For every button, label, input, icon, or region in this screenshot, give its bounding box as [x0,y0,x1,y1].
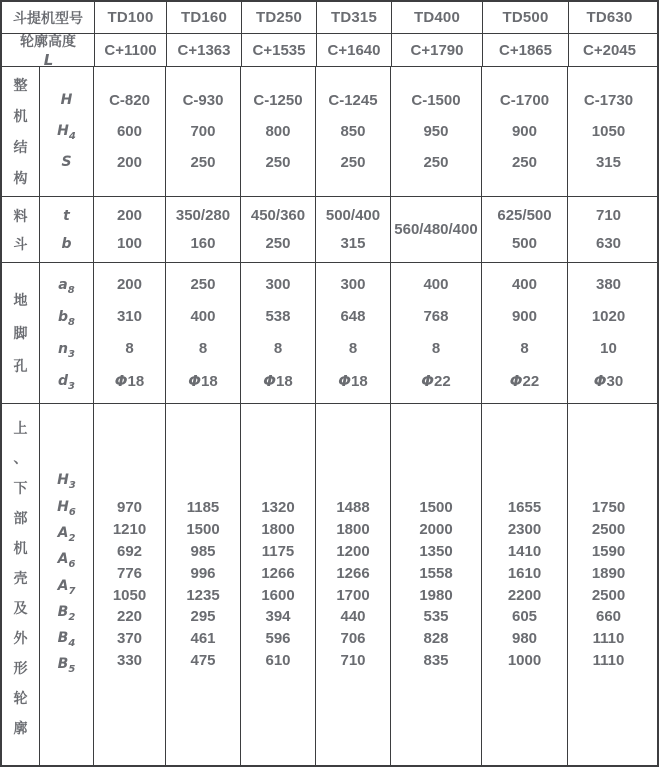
value-stack [261,497,294,671]
value-line: 1655 [507,499,542,517]
value-cell [241,404,316,765]
param-label [61,85,73,116]
param-base: A [57,551,69,568]
param-label [57,116,76,147]
param-base: b [61,235,72,252]
param-base: H [57,498,69,515]
value-line: 394 [265,608,291,626]
value-line: 8 [125,339,134,357]
value-stack [338,269,367,398]
value-line: 330 [116,651,143,669]
value-line: 1500 [186,521,220,539]
value-cell [482,263,568,403]
group-char: 廓 [13,719,28,736]
param-sub: 8 [68,316,75,328]
group-char: 、 [13,449,28,466]
value-line: 400 [423,275,449,293]
group-char: 料 [13,207,28,224]
value-line: 900 [511,123,537,140]
value-line: 8 [348,339,358,357]
value-stack [176,202,230,258]
param-sub: 7 [68,585,76,597]
value-line: 1800 [261,521,295,539]
param-stack-casing [57,467,76,677]
value-stack [186,497,219,671]
value-cell [166,263,241,403]
value-line: 828 [423,630,449,648]
group-char: 整 [13,76,28,93]
value-line: 535 [423,608,449,626]
param-stack-bucket [61,202,71,258]
contour-row [2,34,657,67]
value-cell [241,67,316,196]
param-label [58,625,76,651]
value-line: C-1730 [583,92,634,109]
value-stack [500,85,549,178]
contour-value-cell: C+1535 [242,34,317,66]
value-line: 315 [595,154,621,171]
value-line: 2500 [591,586,626,604]
value-line: Φ18 [114,371,145,390]
param-base: A [57,524,69,541]
value-line: 450/360 [250,206,306,224]
value-line: 1558 [419,564,453,582]
value-line: 980 [511,630,538,648]
value-line: Φ22 [421,371,451,390]
value-line: 440 [340,608,366,626]
model-label-cell: 斗提机型号 [2,2,95,33]
param-label [58,333,75,365]
value-line: 1410 [507,542,542,560]
value-cell [94,67,166,196]
param-sub: 8 [67,284,75,296]
value-line: 1500 [419,499,453,517]
group-char: 地 [13,291,28,308]
group-char: 壳 [13,569,28,586]
value-line: 250 [423,154,449,171]
group-char: 机 [13,539,28,556]
contour-symbol: L [43,51,54,66]
value-cell [316,197,391,262]
value-line: 768 [423,307,449,325]
value-stack [251,202,305,258]
param-sub: 3 [68,480,76,492]
param-sub: 6 [68,559,76,570]
value-cell [482,197,568,262]
value-line: 630 [595,234,622,252]
value-line: 250 [340,154,366,171]
value-stack [510,269,539,398]
param-label [58,546,76,572]
group-cell-casing [2,404,40,765]
group-label-structure [14,70,28,194]
value-line: C-1250 [253,92,303,109]
header-row [2,2,657,34]
value-cell [94,404,166,765]
value-stack [592,269,625,398]
value-line: 1750 [591,499,626,517]
value-line: 1020 [591,307,626,325]
group-cell-bucket [2,197,40,262]
value-line: 1800 [336,521,370,539]
value-line: 1590 [591,542,626,560]
value-cell [482,404,568,765]
value-line: 160 [190,234,216,252]
contour-value-cell: C+1640 [317,34,392,66]
value-line: 475 [190,651,216,669]
merged-value-cell [391,197,482,262]
param-base: a [58,277,68,293]
value-line: 8 [520,339,529,357]
value-stack [497,202,551,258]
value-stack [109,85,150,178]
value-line: Φ18 [263,371,293,390]
param-label [61,147,71,178]
value-stack [421,269,450,398]
value-line: 605 [511,608,538,626]
param-sub: 4 [68,130,76,142]
value-line: 1000 [507,651,542,669]
value-line: 315 [340,234,366,252]
model-cell: TD400 [392,2,483,33]
value-line: C-930 [182,92,224,109]
value-line: 1185 [186,499,220,517]
value-line: 996 [190,564,216,582]
value-line: 380 [595,275,622,293]
value-line: 300 [340,275,366,293]
value-line: 250 [265,234,291,252]
value-cell [316,67,391,196]
value-line: 710 [595,206,622,224]
value-cell [568,67,649,196]
group-char: 轮 [13,689,28,706]
group-char: 外 [13,629,28,646]
value-line: 692 [116,542,143,560]
value-cell [391,67,482,196]
value-line: 776 [116,564,143,582]
group-label-casing [14,413,28,743]
value-stack [508,497,541,671]
group-label-anchor [14,284,28,383]
value-stack [113,497,146,671]
param-sub: 5 [68,664,76,676]
value-line: 800 [265,123,291,140]
value-line: C-1700 [499,92,550,109]
param-label [61,230,71,258]
param-cell-structure [40,67,94,196]
model-cell: TD250 [242,2,317,33]
group-char: 结 [13,138,28,155]
value-cell [94,197,166,262]
value-line: 1266 [261,564,295,582]
param-label [58,651,76,677]
value-stack [411,85,460,178]
value-cell [166,404,241,765]
contour-value-cell: C+1363 [167,34,242,66]
value-line: 970 [116,499,143,517]
group-char: 构 [13,169,28,186]
value-stack [115,269,144,398]
value-line: 300 [265,275,291,293]
group-label-bucket [14,202,28,258]
contour-value-cell: C+1100 [95,34,167,66]
value-line: 2000 [419,521,453,539]
value-line: 1175 [261,542,295,560]
param-base: A [57,577,69,594]
value-cell [568,197,649,262]
contour-label-text: 轮廓高度 [20,34,76,49]
value-line: 1700 [336,586,370,604]
param-base: n [58,341,68,357]
group-char: 上 [13,419,28,436]
value-stack [419,497,452,671]
param-base: H [57,472,69,489]
param-label [57,467,76,493]
value-line: 1890 [591,564,626,582]
value-line: 200 [116,154,142,171]
value-line: 1110 [592,630,625,648]
param-label [58,301,75,333]
value-line: Φ18 [338,371,368,390]
value-line: 2200 [507,586,542,604]
value-line: 1320 [261,499,295,517]
value-line: 600 [116,123,142,140]
value-cell [94,263,166,403]
value-line: C-1500 [411,92,461,109]
value-line: 250 [190,154,216,171]
value-line: C-1245 [328,92,378,109]
value-line: 1050 [591,123,626,140]
value-cell [482,67,568,196]
group-char: 脚 [13,324,28,341]
value-line: Φ22 [509,371,540,390]
group-char: 及 [13,599,28,616]
group-char: 形 [13,659,28,676]
value-stack [328,85,377,178]
value-line: 500 [511,234,537,252]
value-line: 1980 [419,586,453,604]
value-line: 200 [116,275,142,293]
param-label [58,573,76,599]
value-cell [568,404,649,765]
value-line: C-820 [109,92,150,109]
section-row-anchor [2,263,657,404]
value-cell [241,197,316,262]
value-stack [596,202,621,258]
value-line: 250 [511,154,537,171]
param-cell-bucket [40,197,94,262]
value-line: 1610 [507,564,542,582]
value-line: 10 [600,339,617,357]
value-stack [117,202,142,258]
param-label [57,494,76,520]
value-line: 625/500 [497,206,552,224]
group-cell-anchor [2,263,40,403]
value-line: 500/400 [325,206,381,224]
contour-value-cell: C+2045 [583,41,636,59]
param-base: H [57,123,69,139]
value-stack [253,85,302,178]
contour-label-cell [2,34,95,66]
param-stack-structure [57,85,76,178]
param-base: B [57,603,69,620]
param-sub: 3 [68,380,75,392]
model-cell: TD500 [483,2,569,33]
param-cell-casing [40,404,94,765]
group-cell-structure [2,67,40,196]
value-stack [188,269,217,398]
param-label [58,599,76,625]
param-base: B [57,630,69,647]
value-cell [391,263,482,403]
value-line: 710 [340,651,366,669]
value-line: 610 [265,651,291,669]
param-cell-anchor [40,263,94,403]
param-label [58,269,74,301]
value-line: 1350 [419,542,453,560]
section-row-casing [2,404,657,765]
value-line: 1210 [112,521,147,539]
value-line: 2500 [591,521,626,539]
section-row-bucket [2,197,657,263]
group-char: 下 [13,479,28,496]
value-cell [166,197,241,262]
param-sub: 2 [68,611,76,623]
model-cell: TD100 [95,2,167,33]
group-char: 孔 [13,357,28,374]
value-line: 1110 [592,651,625,669]
value-cell [391,404,482,765]
value-stack [336,497,369,671]
value-line: Φ30 [593,371,624,390]
value-line: 250 [265,154,291,171]
param-base: B [57,656,69,673]
value-line: 850 [340,123,366,140]
value-line: 220 [116,608,143,626]
value-line: 1050 [112,586,147,604]
param-base: S [61,154,72,170]
value-line: 295 [190,608,216,626]
value-line: 1235 [186,586,220,604]
contour-value-cell: C+1790 [392,34,483,66]
value-line: 310 [116,307,142,325]
value-line: 900 [511,307,537,325]
model-cell: TD315 [317,2,392,33]
value-line: 370 [116,630,143,648]
value-cell [316,404,391,765]
param-label [63,202,70,230]
param-base: d [58,373,69,389]
value-line: 648 [340,307,366,325]
value-line: 538 [265,307,291,325]
value-line: 985 [190,542,216,560]
value-cell [316,263,391,403]
value-stack [326,202,380,258]
value-line: 200 [116,206,143,224]
param-label [58,520,76,546]
section-row-structure [2,67,657,197]
value-cell [166,67,241,196]
value-stack [584,85,633,178]
param-sub: 2 [68,532,76,544]
param-label [58,365,75,397]
model-cell: TD630 [586,9,633,26]
value-line: 1600 [261,586,295,604]
group-char: 斗 [13,235,28,252]
value-line: 8 [273,339,283,357]
model-cell: TD160 [167,2,242,33]
value-line: 350/280 [175,206,231,224]
value-line: 700 [190,123,216,140]
value-line: 835 [423,651,449,669]
value-line: 560/480/400 [394,220,478,238]
value-line: 400 [511,275,537,293]
value-line: 8 [198,339,208,357]
value-line: 250 [190,275,216,293]
value-line: 596 [265,630,291,648]
group-char: 部 [13,509,28,526]
value-line: 950 [423,123,449,140]
value-line: 8 [431,339,441,357]
param-base: H [60,92,73,108]
value-line: 660 [595,608,622,626]
param-sub: 4 [68,637,76,649]
value-stack [592,497,625,671]
value-line: 2300 [507,521,542,539]
value-stack [263,269,292,398]
param-base: b [58,309,69,325]
param-base: t [63,207,70,224]
value-line: 706 [340,630,366,648]
param-sub: 3 [68,348,75,360]
value-cell [241,263,316,403]
param-sub: 6 [68,506,76,518]
value-line: 400 [190,307,216,325]
value-line: 1200 [336,542,370,560]
group-char: 机 [13,107,28,124]
value-line: Φ18 [188,371,218,390]
contour-value-cell: C+1865 [483,34,569,66]
param-stack-anchor [58,269,75,397]
value-line: 1488 [336,499,370,517]
value-cell [568,263,649,403]
value-line: 1266 [336,564,370,582]
value-line: 100 [116,234,143,252]
value-stack [183,85,224,178]
value-line: 461 [190,630,216,648]
